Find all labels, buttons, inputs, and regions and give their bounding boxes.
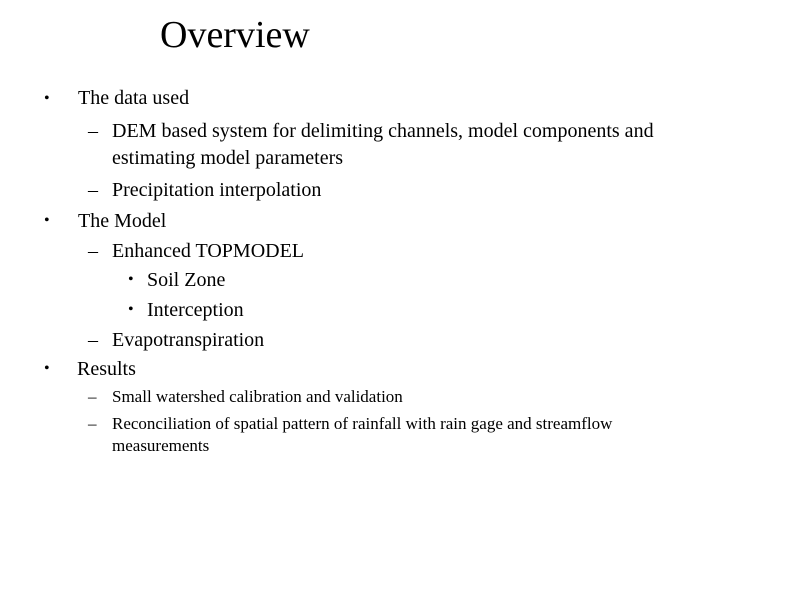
bullet-the-model: The Model bbox=[78, 210, 167, 232]
sub-dem-system: DEM based system for delimiting channels, model components and bbox=[112, 120, 654, 142]
sub-dem-system-continued: estimating model parameters bbox=[112, 147, 344, 169]
bullet-marker: • bbox=[44, 360, 50, 377]
sub-precipitation: Precipitation interpolation bbox=[112, 179, 322, 201]
bullet-results: Results bbox=[77, 358, 136, 380]
dash-marker: – bbox=[88, 387, 97, 406]
dash-marker: – bbox=[88, 179, 98, 201]
dash-marker: – bbox=[88, 414, 97, 433]
dash-marker: – bbox=[88, 240, 98, 262]
sub-reconciliation-continued: measurements bbox=[112, 436, 210, 455]
bullet-marker: • bbox=[128, 271, 134, 288]
slide-title: Overview bbox=[160, 14, 310, 56]
bullet-marker: • bbox=[44, 212, 50, 229]
sub-reconciliation: Reconciliation of spatial pattern of rainfall with rain gage and streamflow bbox=[112, 414, 613, 433]
dash-marker: – bbox=[88, 120, 98, 142]
subsub-soil-zone: Soil Zone bbox=[147, 269, 226, 291]
sub-evapotranspiration: Evapotranspiration bbox=[112, 329, 265, 351]
sub-enhanced-topmodel: Enhanced TOPMODEL bbox=[112, 240, 305, 262]
bullet-data-used: The data used bbox=[78, 87, 190, 109]
bullet-marker: • bbox=[44, 90, 50, 107]
subsub-interception: Interception bbox=[147, 299, 244, 321]
bullet-marker: • bbox=[128, 301, 134, 318]
sub-small-watershed: Small watershed calibration and validation bbox=[112, 387, 403, 406]
dash-marker: – bbox=[88, 329, 98, 351]
